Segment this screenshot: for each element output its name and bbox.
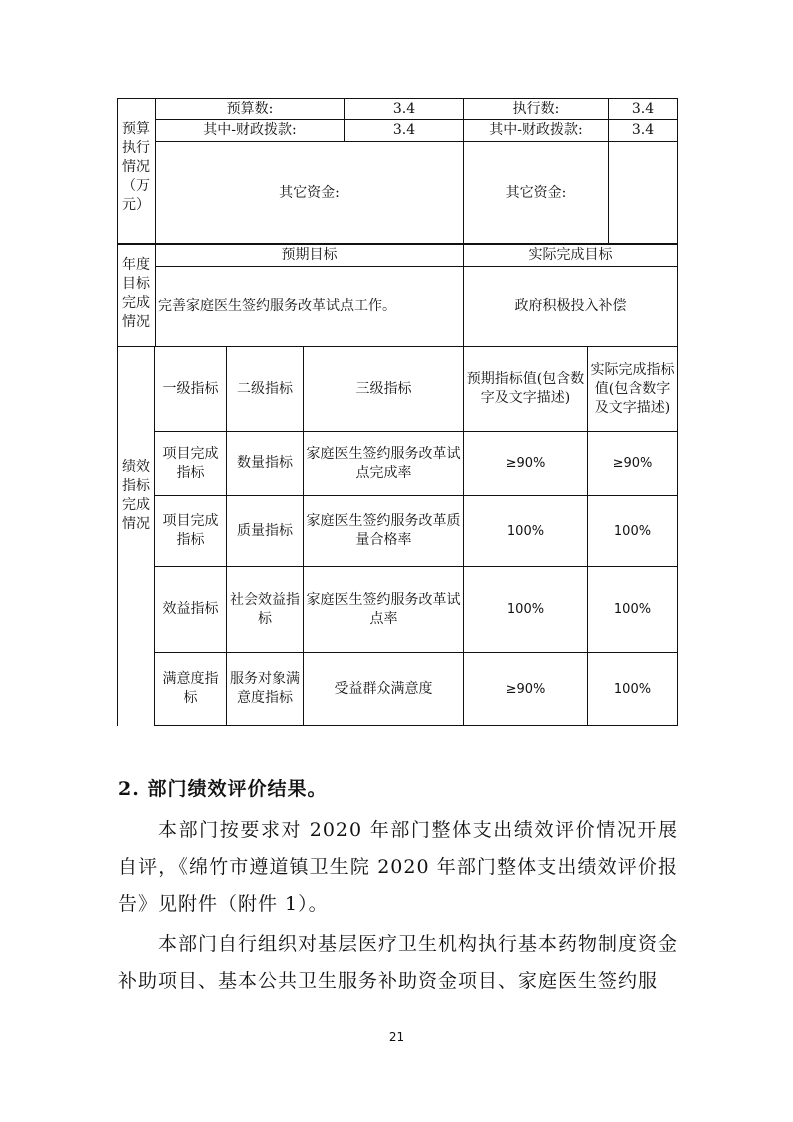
fiscal-label-right: 其中-财政拨款: — [463, 119, 609, 142]
header-level3: 三级指标 — [303, 346, 464, 432]
exec-label: 执行数: — [463, 98, 609, 120]
row3-expected: 100% — [463, 566, 588, 653]
row4-expected: ≥90% — [463, 652, 588, 726]
row3-level3: 家庭医生签约服务改革试点率 — [303, 566, 464, 653]
row2-level1: 项目完成指标 — [154, 495, 227, 567]
row3-actual: 100% — [587, 566, 678, 653]
row4-level3: 受益群众满意度 — [303, 652, 464, 726]
header-level2: 二级指标 — [226, 346, 304, 432]
header-expected: 预期指标值(包含数字及文字描述) — [463, 346, 588, 432]
row1-level1: 项目完成指标 — [154, 431, 227, 496]
budget-section-label: 预算执行情况（万元） — [122, 121, 150, 213]
row2-level3: 家庭医生签约服务改革质量合格率 — [303, 495, 464, 567]
other-label-right: 其它资金: — [463, 141, 609, 245]
row3-level1: 效益指标 — [154, 566, 227, 653]
row2-expected: 100% — [463, 495, 588, 567]
row2-level2: 质量指标 — [226, 495, 304, 567]
fiscal-label-left: 其中-财政拨款: — [155, 119, 345, 142]
paragraph-2: 本部门自行组织对基层医疗卫生机构执行基本药物制度资金补助项目、基本公共卫生服务补助资金项目、家庭医生签约服 — [118, 933, 679, 992]
section-heading: 2. 部门绩效评价结果。 — [118, 778, 328, 800]
row1-expected: ≥90% — [463, 431, 588, 496]
budget-label: 预算数: — [155, 98, 345, 120]
planned-text: 完善家庭医生签约服务改革试点工作。 — [155, 266, 464, 347]
row1-level3: 家庭医生签约服务改革试点完成率 — [303, 431, 464, 496]
row1-actual: ≥90% — [587, 431, 678, 496]
row4-level1: 满意度指标 — [154, 652, 227, 726]
actual-text: 政府积极投入补偿 — [463, 266, 678, 347]
annual-section-label: 年度目标完成情况 — [122, 257, 150, 330]
row4-actual: 100% — [587, 652, 678, 726]
exec-value: 3.4 — [608, 98, 678, 120]
header-level1: 一级指标 — [154, 346, 227, 432]
other-label-left: 其它资金: — [155, 141, 464, 245]
fiscal-value-left: 3.4 — [344, 119, 464, 142]
header-actual: 实际完成指标值(包含数字及文字描述) — [587, 346, 678, 432]
fiscal-value-right: 3.4 — [608, 119, 678, 142]
row4-level2: 服务对象满意度指标 — [226, 652, 304, 726]
performance-section-label: 绩效指标完成情况 — [122, 459, 150, 532]
paragraph-1: 本部门按要求对 2020 年部门整体支出绩效评价情况开展自评，《绵竹市遵道镇卫生院 2020 年部门整体支出绩效评价报告》见附件（附件 1）。 — [118, 819, 678, 915]
other-value-right — [608, 141, 678, 245]
planned-header: 预期目标 — [155, 244, 464, 267]
row3-level2: 社会效益指标 — [226, 566, 304, 653]
row2-actual: 100% — [587, 495, 678, 567]
page-number: 21 — [388, 1030, 405, 1044]
row1-level2: 数量指标 — [226, 431, 304, 496]
actual-header: 实际完成目标 — [463, 244, 678, 267]
budget-value: 3.4 — [344, 98, 464, 120]
